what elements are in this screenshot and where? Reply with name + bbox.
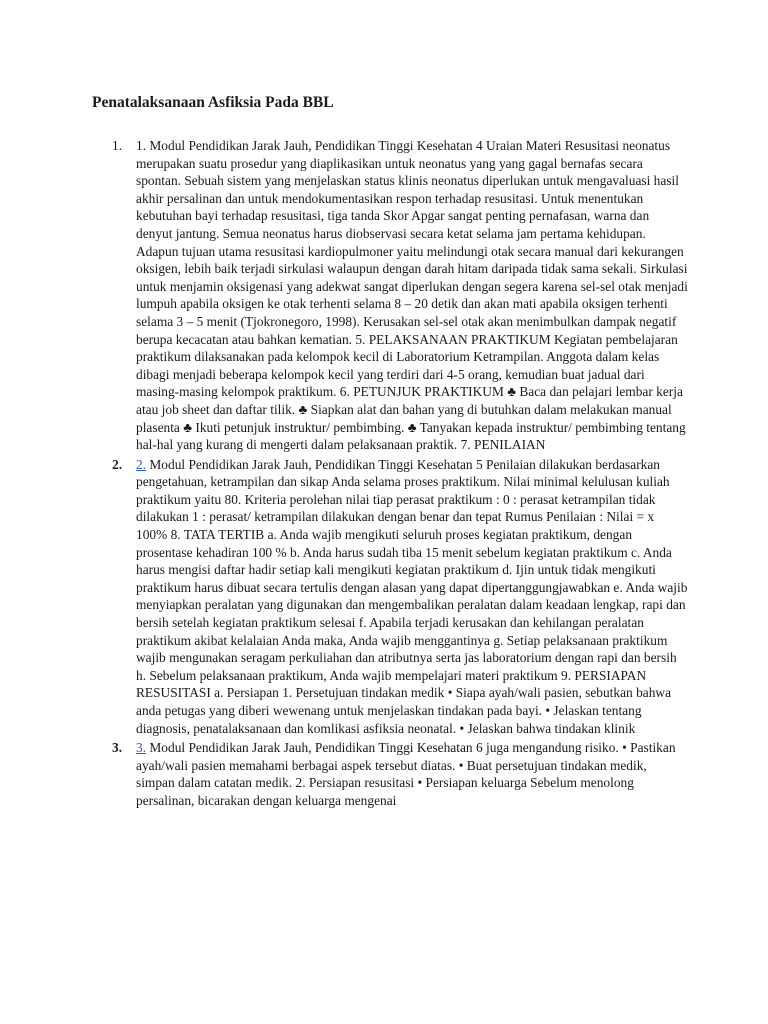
list-item-2 <box>92 456 688 738</box>
document-title: Penatalaksanaan Asfiksia Pada BBL <box>92 94 334 111</box>
item-text-3: Modul Pendidikan Jarak Jauh, Pendidikan Tinggi Kesehatan 6 juga mengandung risiko. • Pastikan ayah/wali pasien memahami berbagai aspek tersebut diatas. • Buat persetujuan tindakan medik, simpan dalam catatan medik. 2. Persiapan resusitasi • Persiapan keluarga Sebelum menolong persalinan, bicarakan dengan keluarga mengenai <box>136 740 676 808</box>
item-link-2[interactable]: 2. <box>136 456 147 472</box>
item-number-1: 1. <box>112 138 123 153</box>
item-text-1: 1. Modul Pendidikan Jarak Jauh, Pendidikan Tinggi Kesehatan 4 Uraian Materi Resusitasi neonatus merupakan suatu prosedur yang diaplikasikan untuk neonatus yang yang gagal bernafas secara spontan. Sebuah sistem yang menjelaskan status klinis neonatus diperlukan untuk mengavaluasi hasil akhir persalinan dan untuk mendokumentasikan respon terhadap resusitasi. Untuk menentukan kebutuhan bayi terhadap resusitasi, tiga tanda Skor Apgar sangat penting pernafasan, warna dan denyut jantung. Semua neonatus harus diobservasi secara ketat selama jam pertama kehidupan. Adapun tujuan utama resusitasi kardiopulmoner yaitu melindungi otak secara manual dari kekurangen oksigen, lebih baik terjadi sirkulasi walaupun dengan darah hitam daripada tidak sama sekali. Sirkulasi untuk menjamin oksigenasi yang adekwat sangat diperlukan dengan segera karena sel-sel otak menjadi lumpuh apabila oksigen ke otak terhenti selama 8 – 20 detik dan akan mati apabila oksigen terhenti selama 3 – 5 menit (Tjokronegoro, 1998). Kerusakan sel-sel otak akan menimbulkan dampak negatif berupa kecacatan atau bahkan kematian. 5. PELAKSANAAN PRAKTIKUM Kegiatan pembelajaran praktikum dilaksanakan pada kelompok kecil di Laboratorium Ketrampilan. Anggota dalam kelas dibagi menjadi beberapa kelompok kecil yang terdiri dari 4-5 orang, kemudian buat jadual dari masing-masing kelompok praktikum. 6. PETUNJUK PRAKTIKUM ♣ Baca dan pelajari lembar kerja atau job sheet dan daftar tilik. ♣ Siapkan alat dan bahan yang di butuhkan dalam melakukan manual plasenta ♣ Ikuti petunjuk instruktur/ pembimbing. ♣ Tanyakan kepada instruktur/ pembimbing tentang hal-hal yang kurang di mengerti dalam pelaksanaan praktik. 7. PENILAIAN <box>136 138 688 453</box>
item-number-2: 2. <box>112 456 123 472</box>
item-text-2: Modul Pendidikan Jarak Jauh, Pendidikan Tinggi Kesehatan 5 Penilaian dilakukan berdasarkan pengetahuan, ketrampilan dan sikap Anda selama proses praktikum. Nilai minimal kelulusan kuliah praktikum yaitu 80. Kriteria perolehan nilai tiap perasat praktikum : 0 : perasat ketrampilan tidak dilakukan 1 : perasat/ ketrampilan dilakukan dengan benar dan tepat Rumus Penilaian : Nilai = x 100% 8. TATA TERTIB a. Anda wajib mengikuti seluruh proses kegiatan praktikum, dengan prosentase kehadiran 100 % b. Anda harus sudah tiba 15 menit sebelum kegiatan praktikum c. Anda harus mengisi daftar hadir setiap kali mengikuti kegiatan praktikum d. Ijin untuk tidak mengikuti praktikum harus dibuat secara tertulis dengan alasan yang dapat dipertanggungjawabkan e. Anda wajib menyiapkan peralatan yang digunakan dan mengembalikan peralatan dalam keadaan lengkap, rapi dan bersih setelah kegiatan praktikum selesai f. Apabila terjadi kerusakan dan kehilangan peralatan praktikum akibat kelalaian Anda maka, Anda wajib menggantinya g. Setiap pelaksanaan praktikum wajib mengunakan seragam perkuliahan dan atributnya serta jas laboratorium dengan rapi dan bersih h. Sebelum pelaksanaan praktikum, Anda wajib mempelajari materi praktikum 9. PERSIAPAN RESUSITASI a. Persiapan 1. Persetujuan tindakan medik • Siapa ayah/wali pasien, sebutkan bahwa anda petugas yang diberi wewenang untuk menjelaskan tindakan pada bayi. • Jelaskan tentang diagnosis, penatalaksanaan dan komlikasi asfiksia neonatal. • Jelaskan bahwa tindakan klinik <box>136 456 688 736</box>
item-link-3[interactable]: 3. <box>136 740 147 756</box>
list-item-1 <box>92 137 688 454</box>
list-item-3 <box>92 739 688 809</box>
item-list <box>92 137 688 810</box>
item-number-3: 3. <box>112 740 123 756</box>
